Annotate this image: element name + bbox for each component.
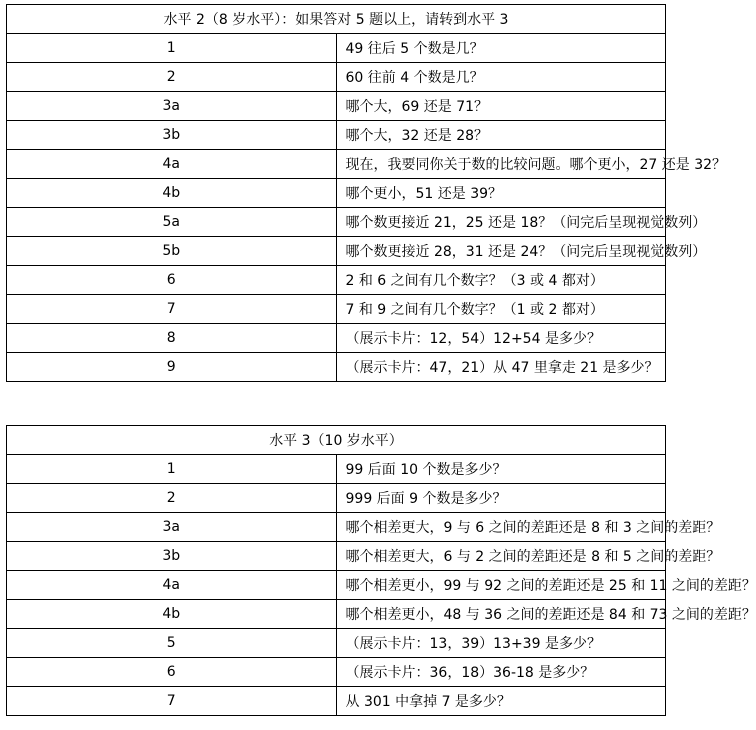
table-row: [7, 629, 666, 658]
question-id: 1: [7, 34, 337, 63]
level2-question-table: [6, 4, 727, 382]
table-row: [7, 92, 666, 121]
question-id: 5: [7, 629, 337, 658]
question-id: 3b: [7, 121, 337, 150]
table-row: [7, 266, 666, 295]
table-row: [7, 324, 666, 353]
question-id: 4a: [7, 150, 337, 179]
question-id: 5a: [7, 208, 337, 237]
level2-title: 水平 2（8 岁水平）：如果答对 5 题以上，请转到水平 3: [7, 5, 666, 34]
question-id: 6: [7, 266, 337, 295]
table-header-row: [7, 426, 666, 455]
table-row: [7, 571, 666, 600]
question-id: 7: [7, 295, 337, 324]
table-row: [7, 687, 666, 716]
table-row: [7, 121, 666, 150]
question-id: 3b: [7, 542, 337, 571]
table-row: [7, 63, 666, 92]
question-text: 999 后面 9 个数是多少？: [336, 484, 666, 513]
question-id: 4a: [7, 571, 337, 600]
table-row: [7, 208, 666, 237]
question-text: 从 301 中拿掉 7 是多少？: [336, 687, 666, 716]
table-row: [7, 658, 666, 687]
question-id: 4b: [7, 179, 337, 208]
table-row: [7, 353, 666, 382]
question-id: 1: [7, 455, 337, 484]
table-row: [7, 513, 666, 542]
question-text: 2 和 6 之间有几个数字？（3 或 4 都对）: [336, 266, 666, 295]
question-id: 7: [7, 687, 337, 716]
table-row: [7, 237, 666, 266]
question-text: 哪个更小，51 还是 39？: [336, 179, 666, 208]
question-text: 60 往前 4 个数是几？: [336, 63, 666, 92]
question-text: （展示卡片：36，18）36-18 是多少？: [336, 658, 666, 687]
question-id: 3a: [7, 92, 337, 121]
question-text: 哪个相差更大，6 与 2 之间的差距还是 8 和 5 之间的差距？: [336, 542, 666, 571]
question-text: 7 和 9 之间有几个数字？（1 或 2 都对）: [336, 295, 666, 324]
table-row: [7, 34, 666, 63]
question-id: 8: [7, 324, 337, 353]
level3-question-table: [6, 425, 756, 716]
question-text: 哪个大，69 还是 71？: [336, 92, 666, 121]
table-row: [7, 542, 666, 571]
table-row: [7, 150, 666, 179]
question-id: 2: [7, 484, 337, 513]
question-text: （展示卡片：47，21）从 47 里拿走 21 是多少？: [336, 353, 666, 382]
question-text: 99 后面 10 个数是多少？: [336, 455, 666, 484]
question-text: 哪个相差更大，9 与 6 之间的差距还是 8 和 3 之间的差距？: [336, 513, 666, 542]
table-row: [7, 484, 666, 513]
question-text: 哪个大，32 还是 28？: [336, 121, 666, 150]
question-id: 5b: [7, 237, 337, 266]
question-text: 现在，我要同你关于数的比较问题。哪个更小，27 还是 32？: [336, 150, 666, 179]
table-header-row: [7, 5, 666, 34]
question-text: 哪个相差更小，99 与 92 之间的差距还是 25 和 11 之间的差距？: [336, 571, 666, 600]
table-row: [7, 600, 666, 629]
question-text: 哪个数更接近 28，31 还是 24？（问完后呈现视觉数列）: [336, 237, 666, 266]
table-row: [7, 295, 666, 324]
question-text: （展示卡片：13，39）13+39 是多少？: [336, 629, 666, 658]
question-id: 9: [7, 353, 337, 382]
question-text: 哪个数更接近 21，25 还是 18？（问完后呈现视觉数列）: [336, 208, 666, 237]
table-row: [7, 455, 666, 484]
question-id: 2: [7, 63, 337, 92]
question-text: （展示卡片：12，54）12+54 是多少？: [336, 324, 666, 353]
table-row: [7, 179, 666, 208]
question-id: 4b: [7, 600, 337, 629]
question-text: 哪个相差更小，48 与 36 之间的差距还是 84 和 73 之间的差距？: [336, 600, 666, 629]
level3-title: 水平 3（10 岁水平）: [7, 426, 666, 455]
question-id: 3a: [7, 513, 337, 542]
question-id: 6: [7, 658, 337, 687]
question-text: 49 往后 5 个数是几？: [336, 34, 666, 63]
